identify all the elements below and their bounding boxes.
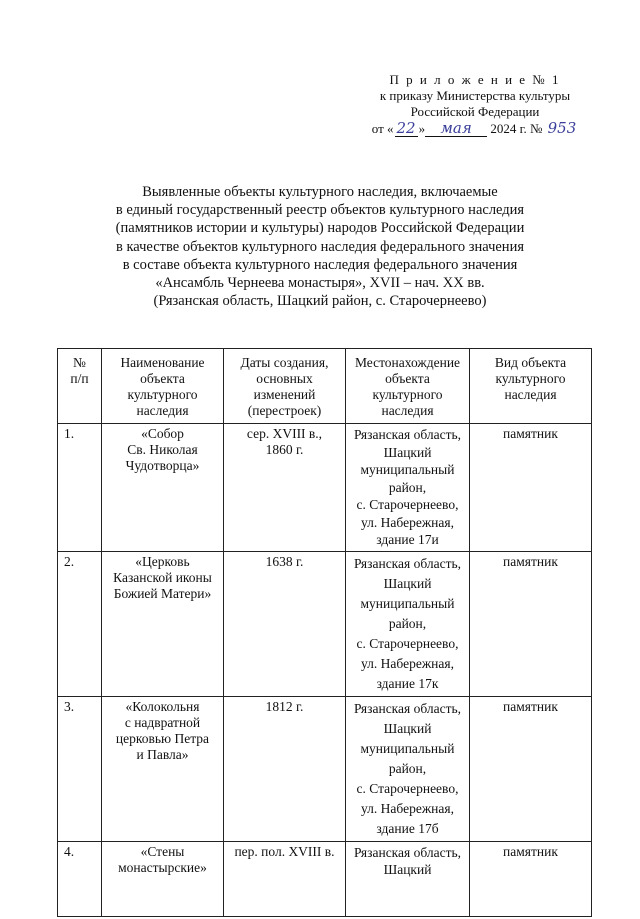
header-type: Вид объекта культурного наследия bbox=[470, 349, 592, 424]
object-name: «Колокольня с надвратной церковью Петра и Павла» bbox=[102, 696, 224, 841]
appendix-title: П р и л о ж е н и е № 1 bbox=[389, 72, 561, 87]
row-number: 1. bbox=[58, 424, 102, 552]
heading-line: (Рязанская область, Шацкий район, с. Старочернеево) bbox=[153, 293, 487, 310]
object-dates: 1812 г. bbox=[224, 696, 346, 841]
heritage-objects-table bbox=[57, 348, 592, 917]
object-type: памятник bbox=[470, 424, 592, 552]
row-number: 2. bbox=[58, 551, 102, 696]
object-location: Рязанская область, Шацкий муниципальный район, с. Старочернеево, ул. Набережная, здание 17и bbox=[346, 424, 470, 552]
object-name: «Церковь Казанской иконы Божией Матери» bbox=[102, 551, 224, 696]
header-dates: Даты создания, основных изменений (перестроек) bbox=[224, 349, 346, 424]
order-month-handwritten: мая bbox=[425, 120, 487, 137]
table-header-row bbox=[58, 349, 592, 424]
order-date-line bbox=[360, 120, 590, 137]
object-type: памятник bbox=[470, 696, 592, 841]
appendix-order-ref: к приказу Министерства культуры bbox=[379, 88, 571, 103]
heading-line: (памятников истории и культуры) народов Российской Федерации bbox=[115, 220, 525, 237]
order-number-handwritten: 953 bbox=[547, 119, 577, 137]
object-name: «Стены монастырские» bbox=[102, 841, 224, 916]
row-number: 3. bbox=[58, 696, 102, 841]
object-dates: 1638 г. bbox=[224, 551, 346, 696]
appendix-block bbox=[360, 72, 590, 137]
document-heading bbox=[60, 183, 580, 310]
header-num: № п/п bbox=[58, 349, 102, 424]
heading-line: в качестве объектов культурного наследия федерального значения bbox=[115, 238, 524, 255]
table-row bbox=[58, 424, 592, 552]
header-location: Местонахождение объекта культурного наследия bbox=[346, 349, 470, 424]
heading-line: Выявленные объекты культурного наследия, включаемые bbox=[142, 184, 498, 200]
object-type: памятник bbox=[470, 841, 592, 916]
header-name: Наименование объекта культурного наследия bbox=[102, 349, 224, 424]
order-quote-close: » bbox=[418, 121, 426, 136]
appendix-ministry: Российской Федерации bbox=[410, 104, 540, 119]
row-number: 4. bbox=[58, 841, 102, 916]
table-row bbox=[58, 551, 592, 696]
object-dates: пер. пол. XVIII в. bbox=[224, 841, 346, 916]
heading-line: «Ансамбль Чернеева монастыря», XVII – нач. XX вв. bbox=[155, 275, 485, 292]
object-dates: сер. XVIII в., 1860 г. bbox=[224, 424, 346, 552]
order-year: 2024 г. № bbox=[490, 121, 543, 136]
object-location: Рязанская область, Шацкий муниципальный район, с. Старочернеево, ул. Набережная, здание 17к bbox=[346, 551, 470, 696]
heading-line: в составе объекта культурного наследия федерального значения bbox=[122, 256, 518, 273]
order-prefix: от « bbox=[371, 121, 394, 136]
object-location: Рязанская область, Шацкий муниципальный район, с. Старочернеево, ул. Набережная, здание 17б bbox=[346, 696, 470, 841]
object-location: Рязанская область, Шацкий bbox=[346, 841, 470, 916]
table-row bbox=[58, 841, 592, 916]
object-type: памятник bbox=[470, 551, 592, 696]
order-day-handwritten: 22 bbox=[396, 119, 416, 137]
object-name: «Собор Св. Николая Чудотворца» bbox=[102, 424, 224, 552]
table-row bbox=[58, 696, 592, 841]
heading-line: в единый государственный реестр объектов культурного наследия bbox=[115, 202, 525, 219]
